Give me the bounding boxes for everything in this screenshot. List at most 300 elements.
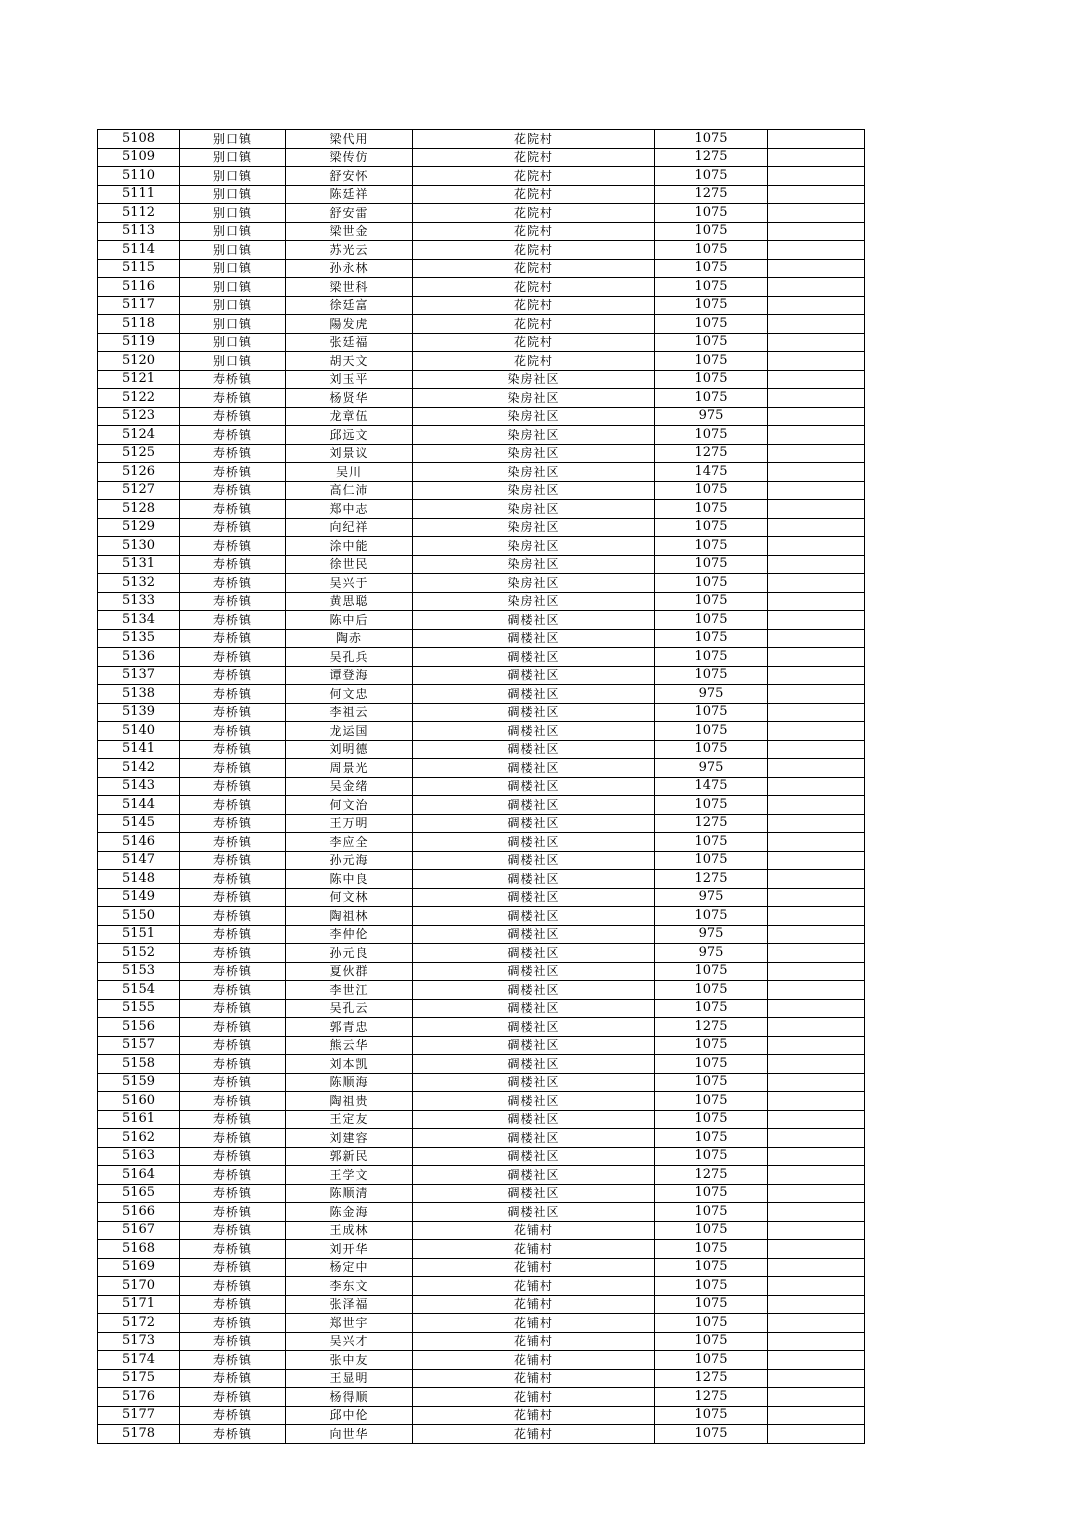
cell-serial-number: 5159 — [98, 1073, 180, 1092]
cell-note — [768, 1221, 865, 1240]
table-row — [98, 1369, 865, 1388]
cell-town: 别口镇 — [180, 278, 286, 297]
cell-serial-number: 5139 — [98, 703, 180, 722]
cell-village-community: 碉楼社区 — [413, 999, 655, 1018]
cell-note — [768, 259, 865, 278]
cell-amount: 1075 — [655, 1147, 768, 1166]
table-row — [98, 555, 865, 574]
cell-serial-number: 5112 — [98, 204, 180, 223]
cell-amount: 975 — [655, 685, 768, 704]
table-row — [98, 333, 865, 352]
cell-note — [768, 759, 865, 778]
cell-person-name: 陈顺清 — [286, 1184, 413, 1203]
cell-note — [768, 389, 865, 408]
table-row — [98, 629, 865, 648]
cell-note — [768, 1332, 865, 1351]
cell-person-name: 刘本凯 — [286, 1055, 413, 1074]
cell-serial-number: 5146 — [98, 833, 180, 852]
table-row — [98, 222, 865, 241]
cell-serial-number: 5130 — [98, 537, 180, 556]
cell-person-name: 王万明 — [286, 814, 413, 833]
cell-amount: 1075 — [655, 1221, 768, 1240]
cell-amount: 1075 — [655, 222, 768, 241]
cell-note — [768, 426, 865, 445]
table-row — [98, 1018, 865, 1037]
cell-amount: 975 — [655, 888, 768, 907]
cell-village-community: 花铺村 — [413, 1277, 655, 1296]
table-row — [98, 185, 865, 204]
table-row — [98, 592, 865, 611]
cell-town: 寿桥镇 — [180, 1295, 286, 1314]
cell-serial-number: 5144 — [98, 796, 180, 815]
cell-note — [768, 1184, 865, 1203]
cell-amount: 1075 — [655, 592, 768, 611]
cell-amount: 1075 — [655, 259, 768, 278]
cell-note — [768, 1240, 865, 1259]
cell-serial-number: 5177 — [98, 1406, 180, 1425]
cell-person-name: 吴孔云 — [286, 999, 413, 1018]
table-row — [98, 648, 865, 667]
table-row — [98, 167, 865, 186]
cell-person-name: 龙章伍 — [286, 407, 413, 426]
cell-note — [768, 148, 865, 167]
cell-person-name: 李应全 — [286, 833, 413, 852]
cell-town: 寿桥镇 — [180, 1036, 286, 1055]
table-row — [98, 1073, 865, 1092]
cell-note — [768, 1092, 865, 1111]
cell-village-community: 花院村 — [413, 352, 655, 371]
cell-person-name: 王显明 — [286, 1369, 413, 1388]
cell-town: 寿桥镇 — [180, 537, 286, 556]
cell-note — [768, 1425, 865, 1444]
cell-person-name: 龙运国 — [286, 722, 413, 741]
cell-serial-number: 5121 — [98, 370, 180, 389]
cell-note — [768, 1314, 865, 1333]
table-row — [98, 407, 865, 426]
cell-person-name: 周景光 — [286, 759, 413, 778]
cell-person-name: 李东文 — [286, 1277, 413, 1296]
cell-village-community: 碉楼社区 — [413, 629, 655, 648]
cell-village-community: 染房社区 — [413, 555, 655, 574]
cell-amount: 1075 — [655, 1258, 768, 1277]
cell-serial-number: 5151 — [98, 925, 180, 944]
cell-town: 寿桥镇 — [180, 740, 286, 759]
cell-serial-number: 5176 — [98, 1388, 180, 1407]
cell-village-community: 染房社区 — [413, 481, 655, 500]
cell-village-community: 花院村 — [413, 278, 655, 297]
cell-village-community: 染房社区 — [413, 426, 655, 445]
cell-note — [768, 1073, 865, 1092]
table-row — [98, 870, 865, 889]
cell-amount: 1075 — [655, 1036, 768, 1055]
cell-person-name: 舒安雷 — [286, 204, 413, 223]
cell-town: 寿桥镇 — [180, 796, 286, 815]
cell-town: 寿桥镇 — [180, 1240, 286, 1259]
table-row — [98, 1055, 865, 1074]
cell-serial-number: 5110 — [98, 167, 180, 186]
cell-village-community: 染房社区 — [413, 518, 655, 537]
cell-village-community: 染房社区 — [413, 407, 655, 426]
cell-serial-number: 5153 — [98, 962, 180, 981]
cell-village-community: 碉楼社区 — [413, 796, 655, 815]
cell-amount: 1075 — [655, 1184, 768, 1203]
cell-amount: 1075 — [655, 611, 768, 630]
cell-town: 寿桥镇 — [180, 1184, 286, 1203]
cell-note — [768, 296, 865, 315]
cell-note — [768, 315, 865, 334]
table-row — [98, 814, 865, 833]
cell-person-name: 张廷福 — [286, 333, 413, 352]
cell-person-name: 舒安怀 — [286, 167, 413, 186]
cell-village-community: 碉楼社区 — [413, 1203, 655, 1222]
cell-serial-number: 5143 — [98, 777, 180, 796]
cell-note — [768, 463, 865, 482]
cell-town: 寿桥镇 — [180, 1277, 286, 1296]
table-row — [98, 148, 865, 167]
cell-note — [768, 833, 865, 852]
cell-village-community: 染房社区 — [413, 537, 655, 556]
cell-serial-number: 5154 — [98, 981, 180, 1000]
cell-note — [768, 1277, 865, 1296]
cell-note — [768, 925, 865, 944]
table-row — [98, 666, 865, 685]
cell-note — [768, 185, 865, 204]
cell-serial-number: 5156 — [98, 1018, 180, 1037]
cell-village-community: 花铺村 — [413, 1369, 655, 1388]
table-row — [98, 1240, 865, 1259]
cell-town: 寿桥镇 — [180, 481, 286, 500]
cell-village-community: 花铺村 — [413, 1388, 655, 1407]
cell-serial-number: 5161 — [98, 1110, 180, 1129]
cell-person-name: 邱远文 — [286, 426, 413, 445]
cell-serial-number: 5173 — [98, 1332, 180, 1351]
cell-village-community: 碉楼社区 — [413, 685, 655, 704]
cell-town: 寿桥镇 — [180, 1110, 286, 1129]
table-row — [98, 1184, 865, 1203]
cell-town: 寿桥镇 — [180, 925, 286, 944]
cell-note — [768, 999, 865, 1018]
cell-amount: 1275 — [655, 148, 768, 167]
cell-note — [768, 1258, 865, 1277]
cell-serial-number: 5126 — [98, 463, 180, 482]
cell-note — [768, 1166, 865, 1185]
cell-town: 寿桥镇 — [180, 833, 286, 852]
cell-village-community: 碉楼社区 — [413, 648, 655, 667]
cell-town: 寿桥镇 — [180, 1406, 286, 1425]
cell-amount: 1075 — [655, 648, 768, 667]
cell-serial-number: 5129 — [98, 518, 180, 537]
cell-village-community: 碉楼社区 — [413, 666, 655, 685]
cell-serial-number: 5135 — [98, 629, 180, 648]
cell-person-name: 杨定中 — [286, 1258, 413, 1277]
cell-village-community: 染房社区 — [413, 389, 655, 408]
table-row — [98, 130, 865, 149]
cell-serial-number: 5175 — [98, 1369, 180, 1388]
cell-village-community: 碉楼社区 — [413, 814, 655, 833]
cell-town: 寿桥镇 — [180, 1425, 286, 1444]
table-row — [98, 1277, 865, 1296]
cell-town: 寿桥镇 — [180, 370, 286, 389]
table-row — [98, 1351, 865, 1370]
cell-amount: 975 — [655, 944, 768, 963]
cell-serial-number: 5172 — [98, 1314, 180, 1333]
cell-amount: 1075 — [655, 1351, 768, 1370]
cell-person-name: 李仲伦 — [286, 925, 413, 944]
cell-person-name: 王成林 — [286, 1221, 413, 1240]
cell-town: 别口镇 — [180, 167, 286, 186]
cell-town: 别口镇 — [180, 222, 286, 241]
cell-amount: 975 — [655, 925, 768, 944]
cell-person-name: 陽发虎 — [286, 315, 413, 334]
cell-town: 寿桥镇 — [180, 1369, 286, 1388]
cell-village-community: 碉楼社区 — [413, 1092, 655, 1111]
table-row — [98, 1203, 865, 1222]
cell-person-name: 梁世科 — [286, 278, 413, 297]
cell-town: 寿桥镇 — [180, 962, 286, 981]
cell-town: 寿桥镇 — [180, 574, 286, 593]
cell-person-name: 郭青忠 — [286, 1018, 413, 1037]
cell-amount: 1075 — [655, 1277, 768, 1296]
table-row — [98, 740, 865, 759]
table-row — [98, 722, 865, 741]
cell-serial-number: 5169 — [98, 1258, 180, 1277]
cell-person-name: 杨贤华 — [286, 389, 413, 408]
cell-amount: 1075 — [655, 518, 768, 537]
cell-person-name: 陈中良 — [286, 870, 413, 889]
cell-amount: 1075 — [655, 796, 768, 815]
cell-note — [768, 1369, 865, 1388]
cell-town: 寿桥镇 — [180, 555, 286, 574]
cell-village-community: 碉楼社区 — [413, 1166, 655, 1185]
cell-town: 寿桥镇 — [180, 463, 286, 482]
cell-town: 寿桥镇 — [180, 759, 286, 778]
cell-amount: 1075 — [655, 1110, 768, 1129]
cell-person-name: 陶祖贵 — [286, 1092, 413, 1111]
cell-village-community: 碉楼社区 — [413, 722, 655, 741]
cell-village-community: 花院村 — [413, 185, 655, 204]
cell-person-name: 何文忠 — [286, 685, 413, 704]
table-row — [98, 463, 865, 482]
cell-note — [768, 685, 865, 704]
cell-note — [768, 1203, 865, 1222]
cell-village-community: 碉楼社区 — [413, 1036, 655, 1055]
cell-town: 寿桥镇 — [180, 518, 286, 537]
cell-town: 寿桥镇 — [180, 777, 286, 796]
cell-village-community: 碉楼社区 — [413, 981, 655, 1000]
cell-village-community: 染房社区 — [413, 370, 655, 389]
cell-person-name: 郑世宇 — [286, 1314, 413, 1333]
cell-amount: 1075 — [655, 1314, 768, 1333]
cell-serial-number: 5115 — [98, 259, 180, 278]
cell-village-community: 花院村 — [413, 167, 655, 186]
cell-village-community: 花院村 — [413, 315, 655, 334]
cell-note — [768, 888, 865, 907]
cell-serial-number: 5113 — [98, 222, 180, 241]
cell-amount: 1075 — [655, 426, 768, 445]
cell-town: 寿桥镇 — [180, 1092, 286, 1111]
cell-serial-number: 5162 — [98, 1129, 180, 1148]
cell-note — [768, 740, 865, 759]
cell-serial-number: 5132 — [98, 574, 180, 593]
table-row — [98, 537, 865, 556]
cell-note — [768, 1018, 865, 1037]
table-row — [98, 1425, 865, 1444]
cell-amount: 1075 — [655, 574, 768, 593]
table-row — [98, 1166, 865, 1185]
cell-person-name: 梁代用 — [286, 130, 413, 149]
table-row — [98, 1221, 865, 1240]
cell-amount: 1075 — [655, 241, 768, 260]
cell-town: 寿桥镇 — [180, 907, 286, 926]
cell-town: 别口镇 — [180, 241, 286, 260]
cell-town: 寿桥镇 — [180, 444, 286, 463]
cell-note — [768, 962, 865, 981]
cell-note — [768, 518, 865, 537]
cell-note — [768, 574, 865, 593]
cell-amount: 1075 — [655, 722, 768, 741]
cell-village-community: 碉楼社区 — [413, 944, 655, 963]
cell-person-name: 刘开华 — [286, 1240, 413, 1259]
cell-serial-number: 5164 — [98, 1166, 180, 1185]
cell-person-name: 郑中志 — [286, 500, 413, 519]
cell-person-name: 郭新民 — [286, 1147, 413, 1166]
table-row — [98, 278, 865, 297]
cell-town: 寿桥镇 — [180, 1147, 286, 1166]
cell-amount: 1075 — [655, 352, 768, 371]
cell-town: 寿桥镇 — [180, 389, 286, 408]
cell-village-community: 花铺村 — [413, 1406, 655, 1425]
cell-serial-number: 5148 — [98, 870, 180, 889]
cell-town: 寿桥镇 — [180, 851, 286, 870]
cell-town: 别口镇 — [180, 130, 286, 149]
cell-town: 别口镇 — [180, 259, 286, 278]
cell-person-name: 吴兴于 — [286, 574, 413, 593]
cell-serial-number: 5140 — [98, 722, 180, 741]
cell-village-community: 花铺村 — [413, 1351, 655, 1370]
cell-note — [768, 370, 865, 389]
cell-person-name: 何文林 — [286, 888, 413, 907]
cell-town: 寿桥镇 — [180, 1351, 286, 1370]
table-row — [98, 981, 865, 1000]
cell-village-community: 花院村 — [413, 259, 655, 278]
cell-amount: 1075 — [655, 296, 768, 315]
cell-serial-number: 5134 — [98, 611, 180, 630]
cell-village-community: 花铺村 — [413, 1425, 655, 1444]
cell-serial-number: 5123 — [98, 407, 180, 426]
table-row — [98, 1314, 865, 1333]
cell-town: 寿桥镇 — [180, 685, 286, 704]
table-row — [98, 444, 865, 463]
cell-note — [768, 1295, 865, 1314]
cell-town: 寿桥镇 — [180, 666, 286, 685]
cell-serial-number: 5178 — [98, 1425, 180, 1444]
cell-note — [768, 481, 865, 500]
cell-serial-number: 5117 — [98, 296, 180, 315]
cell-note — [768, 241, 865, 260]
cell-village-community: 碉楼社区 — [413, 962, 655, 981]
cell-village-community: 碉楼社区 — [413, 1129, 655, 1148]
cell-note — [768, 537, 865, 556]
cell-serial-number: 5133 — [98, 592, 180, 611]
table-row — [98, 1332, 865, 1351]
cell-person-name: 陈顺海 — [286, 1073, 413, 1092]
table-row — [98, 851, 865, 870]
cell-village-community: 碉楼社区 — [413, 1055, 655, 1074]
cell-person-name: 吴川 — [286, 463, 413, 482]
cell-amount: 1075 — [655, 555, 768, 574]
table-row — [98, 352, 865, 371]
cell-person-name: 熊云华 — [286, 1036, 413, 1055]
cell-note — [768, 222, 865, 241]
cell-serial-number: 5163 — [98, 1147, 180, 1166]
cell-serial-number: 5128 — [98, 500, 180, 519]
cell-note — [768, 1351, 865, 1370]
cell-town: 寿桥镇 — [180, 1129, 286, 1148]
table-row — [98, 611, 865, 630]
cell-village-community: 染房社区 — [413, 500, 655, 519]
cell-note — [768, 703, 865, 722]
cell-town: 寿桥镇 — [180, 1221, 286, 1240]
cell-village-community: 染房社区 — [413, 592, 655, 611]
cell-town: 别口镇 — [180, 352, 286, 371]
cell-note — [768, 278, 865, 297]
table-row — [98, 481, 865, 500]
cell-amount: 1275 — [655, 1166, 768, 1185]
cell-serial-number: 5152 — [98, 944, 180, 963]
cell-person-name: 徐世民 — [286, 555, 413, 574]
table-row — [98, 759, 865, 778]
table-row — [98, 833, 865, 852]
cell-serial-number: 5166 — [98, 1203, 180, 1222]
cell-person-name: 孙元海 — [286, 851, 413, 870]
cell-village-community: 花铺村 — [413, 1258, 655, 1277]
cell-person-name: 邱中伦 — [286, 1406, 413, 1425]
cell-amount: 1075 — [655, 1332, 768, 1351]
cell-person-name: 刘玉平 — [286, 370, 413, 389]
cell-note — [768, 611, 865, 630]
cell-village-community: 花院村 — [413, 296, 655, 315]
cell-note — [768, 444, 865, 463]
table-row — [98, 944, 865, 963]
cell-town: 寿桥镇 — [180, 1332, 286, 1351]
cell-person-name: 涂中能 — [286, 537, 413, 556]
cell-amount: 1075 — [655, 1240, 768, 1259]
cell-serial-number: 5167 — [98, 1221, 180, 1240]
table-row — [98, 241, 865, 260]
table-row — [98, 315, 865, 334]
cell-serial-number: 5168 — [98, 1240, 180, 1259]
cell-note — [768, 592, 865, 611]
cell-person-name: 谭登海 — [286, 666, 413, 685]
cell-village-community: 碉楼社区 — [413, 1018, 655, 1037]
cell-village-community: 花院村 — [413, 222, 655, 241]
cell-village-community: 花院村 — [413, 148, 655, 167]
cell-town: 寿桥镇 — [180, 407, 286, 426]
cell-note — [768, 907, 865, 926]
cell-village-community: 花铺村 — [413, 1240, 655, 1259]
cell-note — [768, 204, 865, 223]
cell-note — [768, 814, 865, 833]
cell-serial-number: 5120 — [98, 352, 180, 371]
cell-amount: 1075 — [655, 481, 768, 500]
cell-town: 寿桥镇 — [180, 1314, 286, 1333]
cell-amount: 1275 — [655, 185, 768, 204]
cell-amount: 1075 — [655, 1425, 768, 1444]
table-row — [98, 888, 865, 907]
cell-amount: 1475 — [655, 463, 768, 482]
cell-village-community: 染房社区 — [413, 463, 655, 482]
cell-amount: 1075 — [655, 204, 768, 223]
